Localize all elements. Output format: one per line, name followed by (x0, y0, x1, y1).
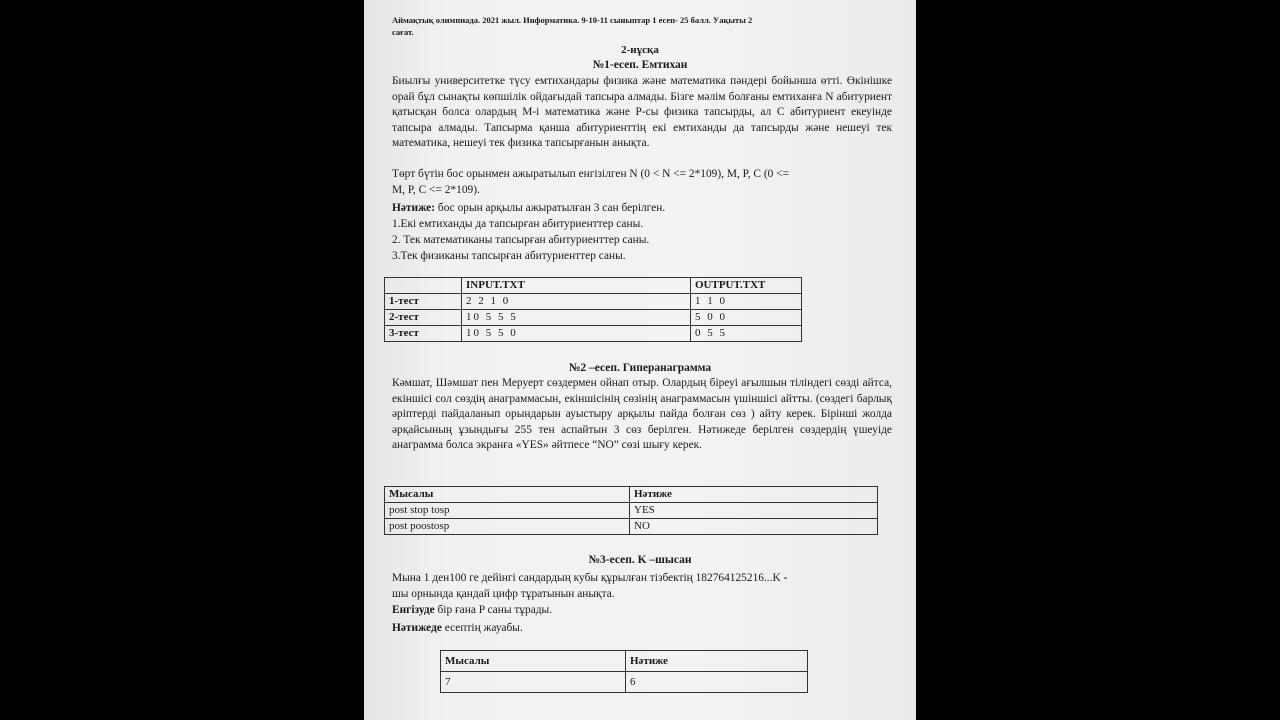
table-cell: post stop tosp (385, 503, 630, 519)
table-header-row (385, 487, 878, 503)
table-header-cell: Нәтиже (626, 651, 808, 672)
table-cell: post poostosp (385, 519, 630, 535)
table-cell: 1 1 0 (691, 294, 802, 310)
variant-label: 2-нұсқа (621, 44, 659, 56)
table-row (385, 326, 802, 342)
problem-1-input-line-2: M, P, C <= 2*109). (392, 184, 480, 196)
table-cell: 0 5 5 (691, 326, 802, 342)
table-row (441, 672, 808, 693)
problem-1-test-table (384, 277, 802, 342)
problem-3-input (392, 603, 902, 618)
document-header (392, 14, 892, 38)
table-row (385, 294, 802, 310)
problem-3-line-1: Мына 1 ден100 ге дейінгі сандардың кубы құрылған тізбектің 182764125216...K - (392, 572, 788, 584)
table-cell: 10 5 5 0 (462, 326, 691, 342)
problem-3-example-table (440, 650, 808, 693)
table-header-cell: Мысалы (385, 487, 630, 503)
problem-2-example-table (384, 486, 878, 535)
header-line-1: Аймақтық олимпиада. 2021 жыл. Информатика. 9-10-11 сыныптар 1 есеп- 25 балл. Уақыты 2 (392, 15, 753, 25)
table-cell: 10 5 5 5 (462, 310, 691, 326)
table-cell: 5 0 0 (691, 310, 802, 326)
table-header-cell (385, 278, 462, 294)
problem-3-line-2: шы орнында қандай цифр тұратынын анықта. (392, 588, 615, 600)
problem-1-output (392, 201, 902, 216)
table-row (385, 503, 878, 519)
table-header-cell: INPUT.TXT (462, 278, 691, 294)
table-header-row (441, 651, 808, 672)
table-cell: 2-тест (385, 310, 462, 326)
problem-1-item-1: 1.Екі емтиханды да тапсырған абитуриенттер саны. (392, 218, 644, 230)
table-header-cell: Нәтиже (630, 487, 878, 503)
input-text: бір ғана P саны тұрады. (434, 604, 553, 616)
table-row (385, 519, 878, 535)
table-cell: 2 2 1 0 (462, 294, 691, 310)
problem-1-item-3: 3.Тек физиканы тапсырған абитуриенттер саны. (392, 250, 626, 262)
table-header-cell: OUTPUT.TXT (691, 278, 802, 294)
table-row (385, 310, 802, 326)
problem-3-title: №3-есеп. K –шысан (588, 554, 692, 566)
document-page (364, 0, 916, 720)
table-header-row (385, 278, 802, 294)
problem-1-input-line-1: Төрт бүтін бос орынмен ажыратылып енгізілген N (0 < N <= 2*109), M, P, C (0 <= (392, 168, 790, 180)
table-cell: 6 (626, 672, 808, 693)
table-cell: YES (630, 503, 878, 519)
table-cell: 1-тест (385, 294, 462, 310)
input-label: Енгізуде (392, 604, 435, 616)
table-cell: 7 (441, 672, 626, 693)
table-cell: 3-тест (385, 326, 462, 342)
output-label: Нәтижеде (392, 622, 442, 634)
output-label: Нәтиже: (392, 202, 436, 214)
header-line-2: сағат. (392, 27, 414, 37)
output-text: бос орын арқылы ажыратылған 3 сан берілген. (435, 202, 666, 214)
problem-2-title: №2 –есеп. Гиперанаграмма (568, 362, 712, 374)
problem-1-title: №1-есеп. Емтихан (592, 59, 688, 71)
table-cell: NO (630, 519, 878, 535)
problem-1-item-2: 2. Тек математиканы тапсырған абитуриенттер саны. (392, 234, 650, 246)
problem-3-output (392, 621, 902, 636)
output-text: есептің жауабы. (441, 622, 523, 634)
table-header-cell: Мысалы (441, 651, 626, 672)
problem-2-text: Кәмшат, Шәмшат пен Меруерт сөздермен ойнап отыр. Олардың біреуі ағылшын тіліндегі сөзді айтса, екіншісі сол сөздің анаграммасын, екіншісінің сөзінің анаграммасын үшіншісі айтты. (сөздегі барлық әріптерді пайдаланып орындарын ауыстыру арқылы пайда болған сөз ) айту керек. Бірінші жолда әрқайсының ұзындығы 255 тен аспайтын 3 сөз берілген. Нәтижеде берілген сөздердің үшеуіде анаграмма болса экранға «YES» әйтпесе “NO” сөзі шығу керек. (392, 377, 892, 452)
problem-1-text: Биылғы университетке түсу емтихандары физика және математика пәндері бойынша өтті. Өкінішке орай бұл сынақты көпшілік ойдағыдай тапсыра алмады. Бізге мәлім болғаны емтиханға N абитуриент қатысқан болса олардың M-і математика және P-сы физика тапсырды, ал C абитуриент екеуінде тапсыра алмады. Тапсырма қанша абитуриенттің екі емтиханды да тапсырды және нешеуі тек математика, нешеуі тек физика тапсырғанын анықта. (392, 75, 892, 150)
